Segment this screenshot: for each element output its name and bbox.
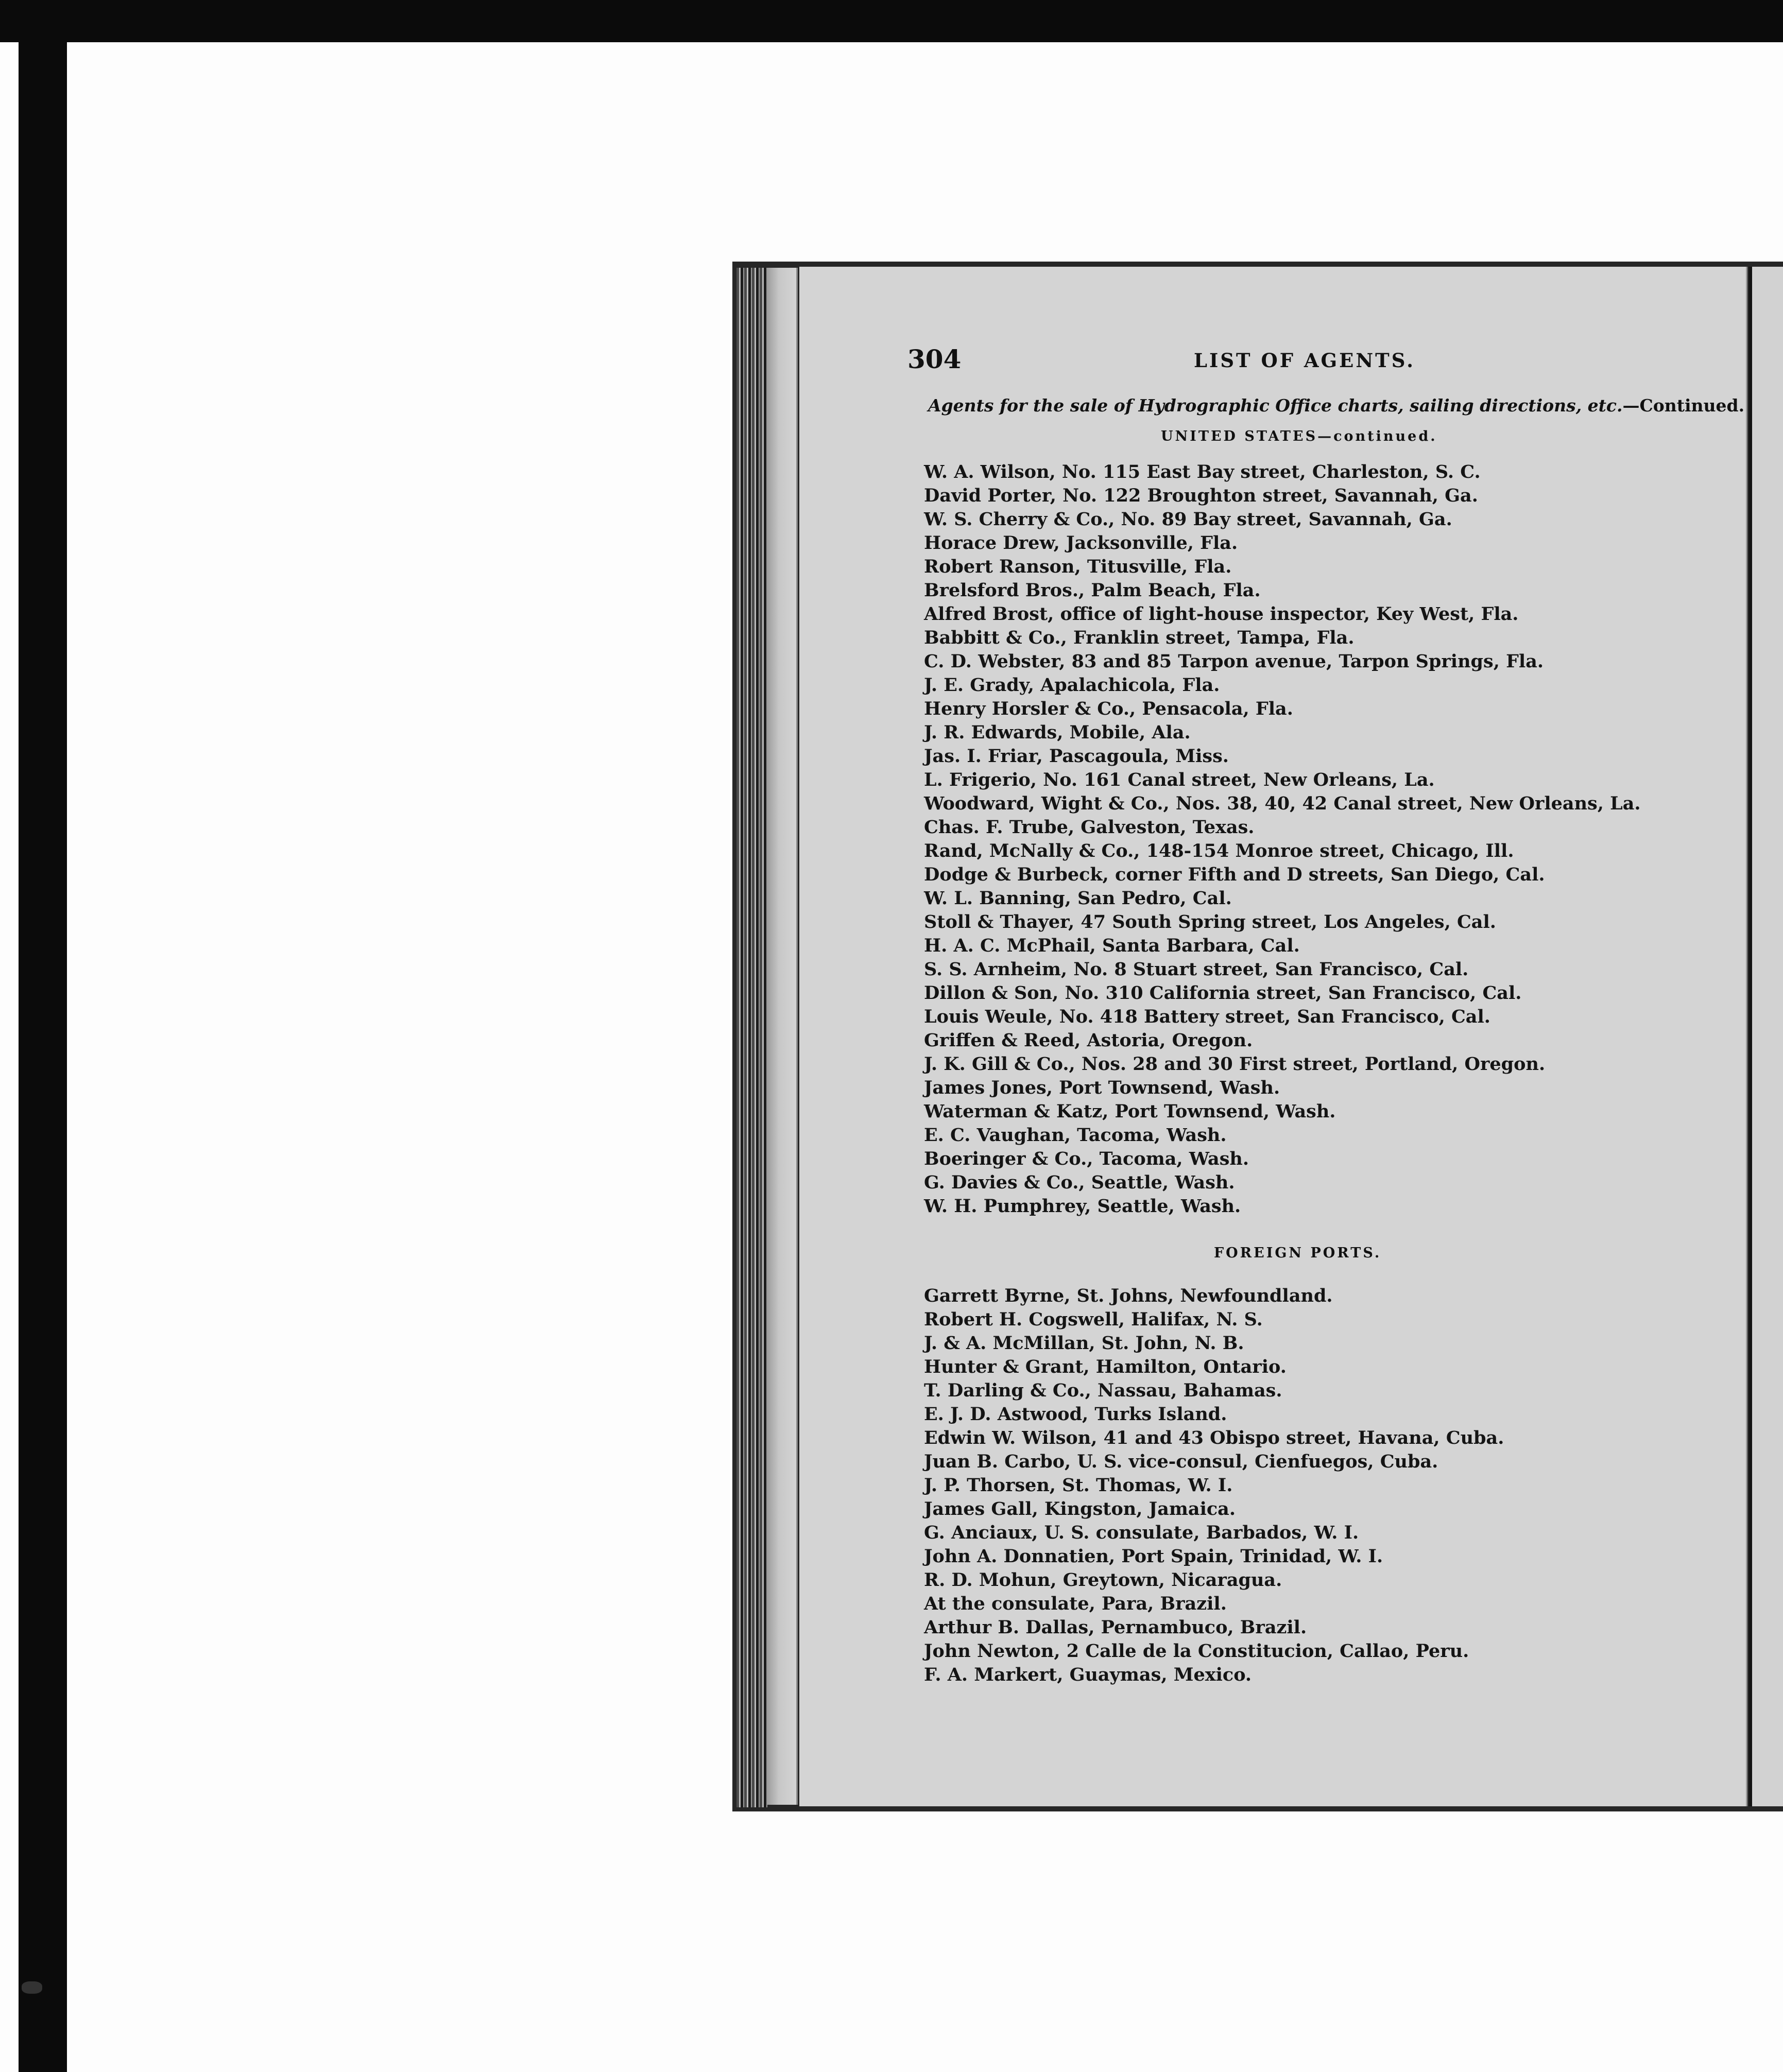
agent-entry: James Gall, Kingston, Jamaica. [924,1498,1236,1520]
facing-page-edge [1749,267,1783,1806]
page-title: LIST OF AGENTS. [1194,349,1415,372]
agent-entry: W. H. Pumphrey, Seattle, Wash. [924,1196,1241,1217]
subtitle-italic: Agents for the sale of Hydrographic Office charts, sailing directions, etc. [928,395,1623,416]
left-film-edge [19,42,67,2072]
agent-entry: J. K. Gill & Co., Nos. 28 and 30 First street, Portland, Oregon. [924,1054,1546,1075]
agent-entry: Boeringer & Co., Tacoma, Wash. [924,1148,1249,1169]
agent-entry: Juan B. Carbo, U. S. vice-consul, Cienfuegos, Cuba. [924,1451,1438,1472]
agent-entry: C. D. Webster, 83 and 85 Tarpon avenue, Tarpon Springs, Fla. [924,651,1544,672]
agent-entry: F. A. Markert, Guaymas, Mexico. [924,1664,1252,1685]
agent-entry: John A. Donnatien, Port Spain, Trinidad, W. I. [924,1546,1383,1567]
agent-entry: Horace Drew, Jacksonville, Fla. [924,532,1238,554]
agent-entry: Henry Horsler & Co., Pensacola, Fla. [924,698,1293,719]
agent-entry: Jas. I. Friar, Pascagoula, Miss. [924,746,1229,767]
agent-entry: David Porter, No. 122 Broughton street, Savannah, Ga. [924,485,1478,506]
agent-entry: Griffen & Reed, Astoria, Oregon. [924,1030,1253,1051]
agent-entry: Babbitt & Co., Franklin street, Tampa, Fla. [924,627,1355,648]
running-head [907,344,1680,380]
agent-entry: John Newton, 2 Calle de la Constitucion, Callao, Peru. [924,1641,1469,1662]
agent-entry: Edwin W. Wilson, 41 and 43 Obispo street, Havana, Cuba. [924,1427,1504,1448]
agent-entry: Hunter & Grant, Hamilton, Ontario. [924,1356,1287,1377]
agent-entry: Stoll & Thayer, 47 South Spring street, Los Angeles, Cal. [924,911,1496,933]
agent-entry: E. C. Vaughan, Tacoma, Wash. [924,1125,1227,1146]
agent-entry: Chas. F. Trube, Galveston, Texas. [924,817,1255,838]
book-page [799,267,1747,1806]
agent-entry: Waterman & Katz, Port Townsend, Wash. [924,1101,1336,1122]
agent-entry: At the consulate, Para, Brazil. [924,1593,1227,1614]
agent-entry: Dodge & Burbeck, corner Fifth and D streets, San Diego, Cal. [924,864,1545,885]
agent-entry: Alfred Brost, office of light-house inspector, Key West, Fla. [924,603,1519,625]
agent-entry: Rand, McNally & Co., 148-154 Monroe street, Chicago, Ill. [924,840,1514,861]
agent-entry: J. & A. McMillan, St. John, N. B. [924,1333,1244,1354]
agent-entry: J. E. Grady, Apalachicola, Fla. [924,675,1220,696]
agent-entry: Robert H. Cogswell, Halifax, N. S. [924,1309,1263,1330]
subtitle-suffix: —Continued. [1622,395,1745,416]
agent-entry: R. D. Mohun, Greytown, Nicaragua. [924,1569,1282,1591]
agent-entry: G. Anciaux, U. S. consulate, Barbados, W. I. [924,1522,1359,1543]
page-number: 304 [907,344,962,374]
agent-entry: Garrett Byrne, St. Johns, Newfoundland. [924,1285,1333,1306]
agent-list-united-states [924,460,1641,1218]
agent-entry: E. J. D. Astwood, Turks Island. [924,1404,1227,1425]
agent-entry: J. P. Thorsen, St. Thomas, W. I. [924,1475,1233,1496]
agent-entry: Louis Weule, No. 418 Battery street, San Francisco, Cal. [924,1006,1490,1027]
agent-entry: Dillon & Son, No. 310 California street, San Francisco, Cal. [924,982,1522,1004]
book-spine [736,268,767,1807]
section-heading-united-states: UNITED STATES—continued. [1161,428,1437,444]
page-gutter [767,268,798,1805]
agent-entry: Arthur B. Dallas, Pernambuco, Brazil. [924,1617,1307,1638]
left-film-margin [0,42,19,2072]
agent-entry: W. L. Banning, San Pedro, Cal. [924,888,1232,909]
agent-entry: L. Frigerio, No. 161 Canal street, New Orleans, La. [924,769,1435,790]
page-subtitle [928,395,1745,416]
agent-entry: H. A. C. McPhail, Santa Barbara, Cal. [924,935,1300,956]
agent-entry: Robert Ranson, Titusville, Fla. [924,556,1232,577]
agent-entry: Brelsford Bros., Palm Beach, Fla. [924,580,1261,601]
agent-entry: J. R. Edwards, Mobile, Ala. [924,722,1191,743]
agent-entry: G. Davies & Co., Seattle, Wash. [924,1172,1235,1193]
agent-entry: S. S. Arnheim, No. 8 Stuart street, San Francisco, Cal. [924,959,1469,980]
agent-entry: James Jones, Port Townsend, Wash. [924,1077,1280,1098]
agent-list-foreign-ports [924,1284,1504,1687]
film-speck [22,1981,42,1994]
agent-entry: W. A. Wilson, No. 115 East Bay street, Charleston, S. C. [924,461,1481,482]
section-heading-foreign-ports: FOREIGN PORTS. [1214,1245,1382,1261]
agent-entry: W. S. Cherry & Co., No. 89 Bay street, Savannah, Ga. [924,509,1452,530]
agent-entry: Woodward, Wight & Co., Nos. 38, 40, 42 Canal street, New Orleans, La. [924,793,1641,814]
agent-entry: T. Darling & Co., Nassau, Bahamas. [924,1380,1282,1401]
